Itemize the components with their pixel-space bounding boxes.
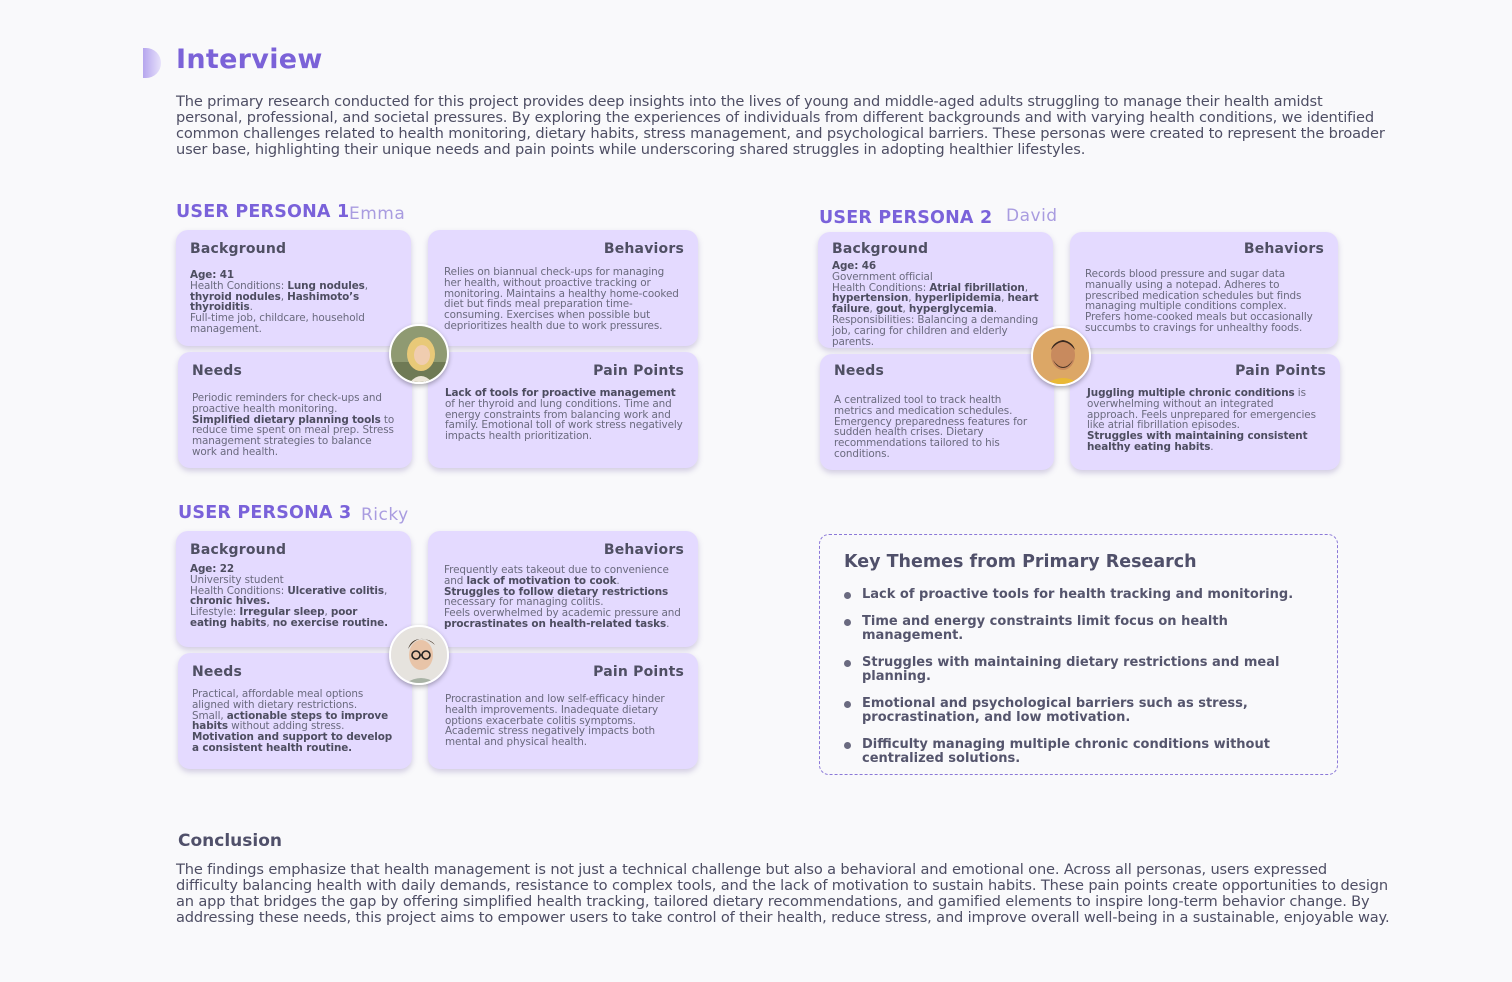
card-title: Needs [834, 363, 885, 379]
persona-3-needs-card: Needs Practical, affordable meal options aligned with dietary restrictions. Small, actionable steps to improve habits without adding stress. Motivation and support to develop a consistent health routine. [178, 653, 412, 769]
persona-2-behaviors-card [1070, 232, 1338, 348]
persona-1-pain-points-card: Pain Points Lack of tools for proactive management of her thyroid and lung conditions. Time and energy constraints from balancing work and family. Emotional toll of work stress negatively impacts health prioritization. [428, 352, 698, 468]
list-item: Difficulty managing multiple chronic conditions without centralized solutions. [844, 738, 1324, 766]
conclusion-paragraph: The findings emphasize that health management is not just a technical challenge but also a behavioral and emotional one. Across all personas, users expressed difficulty balancing health with daily demands, resistance to complex tools, and the lack of motivation to sustain habits. These pain points create opportunities to design an app that bridges the gap by offering simplified health tracking, tailored dietary recommendations, and gamified elements to inspire long-term behavior change. By addressing these needs, this project aims to empower users to take control of their health, reduce stress, and improve overall well-being in a sustainable, enjoyable way. [176, 861, 1390, 926]
persona-2-heading: USER PERSONA 2 [819, 208, 993, 228]
bullet-icon [844, 660, 851, 667]
key-themes-list [844, 588, 1324, 779]
persona-1-behaviors-card [428, 230, 698, 346]
conclusion-title: Conclusion [178, 831, 282, 851]
list-item: Emotional and psychological barriers such as stress, procrastination, and low motivation. [844, 697, 1324, 725]
card-title: Pain Points [593, 363, 684, 379]
bullet-icon [844, 742, 851, 749]
list-item: Time and energy constraints limit focus on health management. [844, 615, 1324, 643]
logo-mark [143, 48, 161, 78]
card-title: Needs [192, 664, 243, 680]
persona-3-background-card: Background Age: 22 University student Health Conditions: Ulcerative colitis, chronic hives. Lifestyle: Irregular sleep, poor eating habits, no exercise routine. [176, 531, 411, 647]
persona-2-pain-points-card: Pain Points Juggling multiple chronic conditions is overwhelming without an integrated approach. Feels unprepared for emergencies like atrial fibrillation episodes. Struggles with maintaining consistent healthy eating habits. [1070, 354, 1340, 470]
age-text: Age: 46 [832, 260, 877, 272]
card-title: Pain Points [593, 664, 684, 680]
key-themes-box [819, 534, 1338, 775]
card-title: Background [190, 241, 287, 257]
bullet-icon [844, 592, 851, 599]
card-title: Behaviors [603, 542, 684, 558]
persona-1-needs-card: Needs Periodic reminders for check-ups and proactive health monitoring. Simplified dietary planning tools to reduce time spent on meal prep. Stress management strategies to balance work and health. [178, 352, 412, 468]
persona-3-name: Ricky [361, 505, 409, 525]
persona-3-pain-points-card [428, 653, 698, 769]
card-title: Behaviors [1243, 241, 1324, 257]
persona-1-heading: USER PERSONA 1 [176, 202, 350, 222]
card-title: Pain Points [1235, 363, 1326, 379]
needs-text: A centralized tool to track health metrics and medication schedules. Emergency preparedness features for sudden health crises. Dietary recommendations tailored to his conditions. [834, 394, 1028, 460]
persona-1-avatar [389, 324, 449, 384]
persona-3-behaviors-card: Behaviors Frequently eats takeout due to convenience and lack of motivation to cook. Struggles to follow dietary restrictions necessary for managing colitis. Feels overwhelmed by academic pressure and procrastinates on health-related tasks. [428, 531, 698, 647]
list-item: Struggles with maintaining dietary restrictions and meal planning. [844, 656, 1324, 684]
behaviors-text: Relies on biannual check-ups for managing her health, without proactive tracking or monitoring. Maintains a healthy home-cooked diet but finds meal preparation time-consuming. Exercises when possible but deprioritizes health due to work pressures. [444, 266, 679, 332]
page-title: Interview [176, 44, 323, 75]
key-themes-title: Key Themes from Primary Research [844, 552, 1197, 572]
age-text: Age: 22 [190, 563, 235, 575]
list-item: Lack of proactive tools for health tracking and monitoring. [844, 588, 1324, 602]
persona-2-needs-card [820, 354, 1054, 470]
persona-2-background-card: Background Age: 46 Government official Health Conditions: Atrial fibrillation, hypertension, hyperlipidemia, heart failure, gout, hyperglycemia. Responsibilities: Balancing a demanding job, caring for children and elderly parents. [818, 232, 1053, 348]
card-title: Behaviors [603, 241, 684, 257]
pain-points-text: Procrastination and low self-efficacy hinder health improvements. Inadequate dietary options exacerbate colitis symptoms. Academic stress negatively impacts both mental and physical health. [445, 693, 665, 749]
bullet-icon [844, 619, 851, 626]
persona-3-heading: USER PERSONA 3 [178, 503, 352, 523]
card-title: Background [190, 542, 287, 558]
persona-2-name: David [1006, 206, 1058, 226]
persona-3-avatar [389, 625, 449, 685]
age-text: Age: 41 [190, 269, 235, 281]
persona-1-background-card: Background Age: 41 Health Conditions: Lung nodules, thyroid nodules, Hashimoto’s thyroiditis. Full-time job, childcare, household management. [176, 230, 411, 346]
persona-2-avatar [1031, 326, 1091, 386]
card-title: Background [832, 241, 929, 257]
behaviors-text: Records blood pressure and sugar data manually using a notepad. Adheres to prescribed medication schedules but finds managing multiple conditions complex. Prefers home-cooked meals but occasionally succumbs to cravings for unhealthy foods. [1085, 268, 1313, 334]
card-title: Needs [192, 363, 243, 379]
persona-1-name: Emma [349, 204, 406, 224]
bullet-icon [844, 701, 851, 708]
intro-paragraph: The primary research conducted for this project provides deep insights into the lives of young and middle-aged adults struggling to manage their health amidst personal, professional, and societal pressures. By exploring the experiences of individuals from different backgrounds and with varying health conditions, we identified common challenges related to health monitoring, dietary habits, stress management, and psychological barriers. These personas were created to represent the broader user base, highlighting their unique needs and pain points while underscoring shared struggles in adopting healthier lifestyles. [176, 93, 1385, 158]
lifestyle-text: Full-time job, childcare, household management. [190, 312, 365, 335]
